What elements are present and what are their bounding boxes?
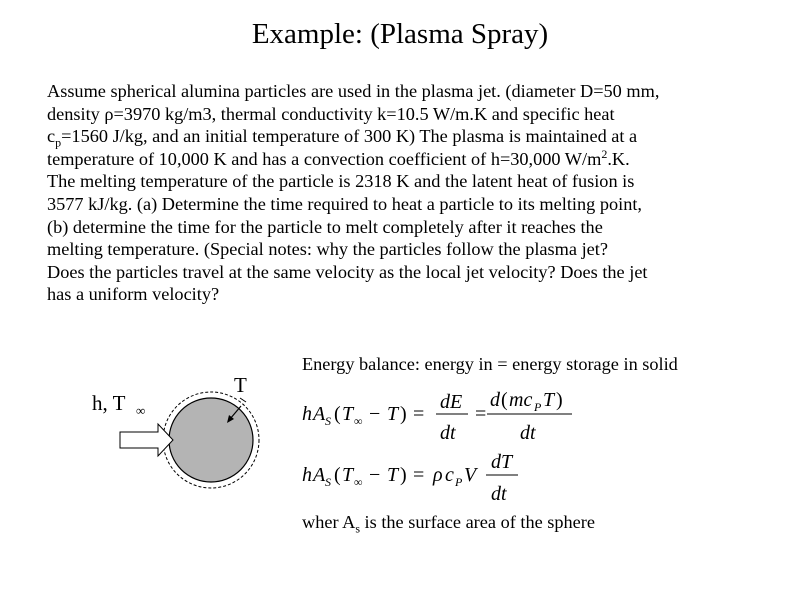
eq2-inf-sub: ∞ (354, 475, 363, 489)
problem-statement (47, 80, 797, 306)
eq2-frac-num: dT (491, 451, 513, 473)
equation-energy-balance (300, 384, 600, 444)
flow-arrow-icon (120, 424, 173, 456)
eq2-T: T (387, 464, 399, 486)
problem-line: melting temperature. (Special notes: why the particles follow the plasma jet? (47, 239, 608, 260)
problem-line: has a uniform velocity? (47, 284, 220, 305)
particle-diagram (80, 368, 280, 518)
problem-line: Assume spherical alumina particles are used in the plasma jet. (diameter D=50 mm, (47, 81, 660, 101)
eq-A-sub: S (325, 414, 331, 428)
problem-text: temperature of 10,000 K and has a convection coefficient of h=30,000 W/m (47, 148, 602, 169)
eq-frac2-d: d (490, 389, 500, 411)
eq-frac2-mc: mc (509, 389, 533, 411)
eq2-T-inf: T (342, 464, 354, 486)
problem-line: 3577 kJ/kg. (a) Determine the time required to heat a particle to its melting point, (47, 193, 642, 214)
eq-T-inf: T (342, 403, 354, 425)
eq-close-paren: ) (400, 403, 407, 425)
h-t-inf-sub: ∞ (136, 403, 146, 418)
problem-line: (b) determine the time for the particle to melt completely after it reaches the (47, 216, 603, 237)
eq-frac2-open: ( (501, 389, 508, 411)
where-text: is the surface area of the sphere (359, 512, 595, 532)
alumina-particle (169, 398, 253, 482)
eq-equals-2: = (475, 403, 487, 425)
energy-balance-text: Energy balance: energy in = energy storage in solid (302, 354, 678, 374)
eq-inf-sub: ∞ (354, 414, 363, 428)
problem-text: =1560 J/kg, and an initial temperature of 300 K) The plasma is maintained at a (61, 126, 638, 147)
eq2-frac-den: dt (491, 483, 507, 505)
eq2-close-paren: ) (400, 464, 407, 486)
eq-T: T (387, 403, 399, 425)
equation-storage (300, 446, 600, 508)
eq-frac2-P: P (534, 400, 542, 414)
eq2-rho: ρ (433, 464, 443, 486)
eq-minus: − (369, 403, 381, 425)
where-text: wher A (302, 512, 356, 532)
where-subscript: s (355, 521, 360, 536)
eq2-c-sub: P (455, 475, 463, 489)
problem-line (47, 148, 797, 171)
t-mark-icon (240, 398, 246, 402)
eq-open-paren: ( (334, 403, 341, 425)
page-title: Example: (Plasma Spray) (251, 18, 549, 50)
eq2-equals: = (413, 464, 425, 486)
eq2-V: V (464, 464, 477, 486)
cp-symbol: c (47, 126, 56, 147)
eq2-h: h (302, 464, 312, 486)
eq2-A: A (313, 464, 326, 486)
h-t-inf-label: h, T (92, 391, 126, 415)
problem-line: The melting temperature of the particle is 2318 K and the latent heat of fusion is (47, 171, 635, 192)
eq-frac1-num: dE (440, 391, 463, 413)
cp-subscript: p (55, 135, 62, 150)
eq2-c: c (445, 464, 454, 486)
surface-area-note (302, 512, 595, 537)
eq2-open-paren: ( (334, 464, 341, 486)
m2-superscript: 2 (601, 146, 608, 161)
eq-frac2-T: T (543, 389, 555, 411)
problem-line: Does the particles travel at the same velocity as the local jet velocity? Does the jet (47, 261, 648, 282)
eq-h: h (302, 403, 312, 425)
eq-frac2-close: ) (556, 389, 563, 411)
eq2-A-sub: S (325, 475, 331, 489)
problem-line: density ρ=3970 kg/m3, thermal conductivity k=10.5 W/m.K and specific heat (47, 103, 615, 124)
eq-frac1-den: dt (440, 422, 456, 444)
eq2-minus: − (369, 464, 381, 486)
t-surface-label: T (234, 373, 247, 397)
problem-line (47, 125, 797, 148)
eq-equals: = (413, 403, 425, 425)
eq-frac2-den: dt (520, 422, 536, 444)
eq-A: A (313, 403, 326, 425)
problem-text: .K. (607, 148, 630, 169)
